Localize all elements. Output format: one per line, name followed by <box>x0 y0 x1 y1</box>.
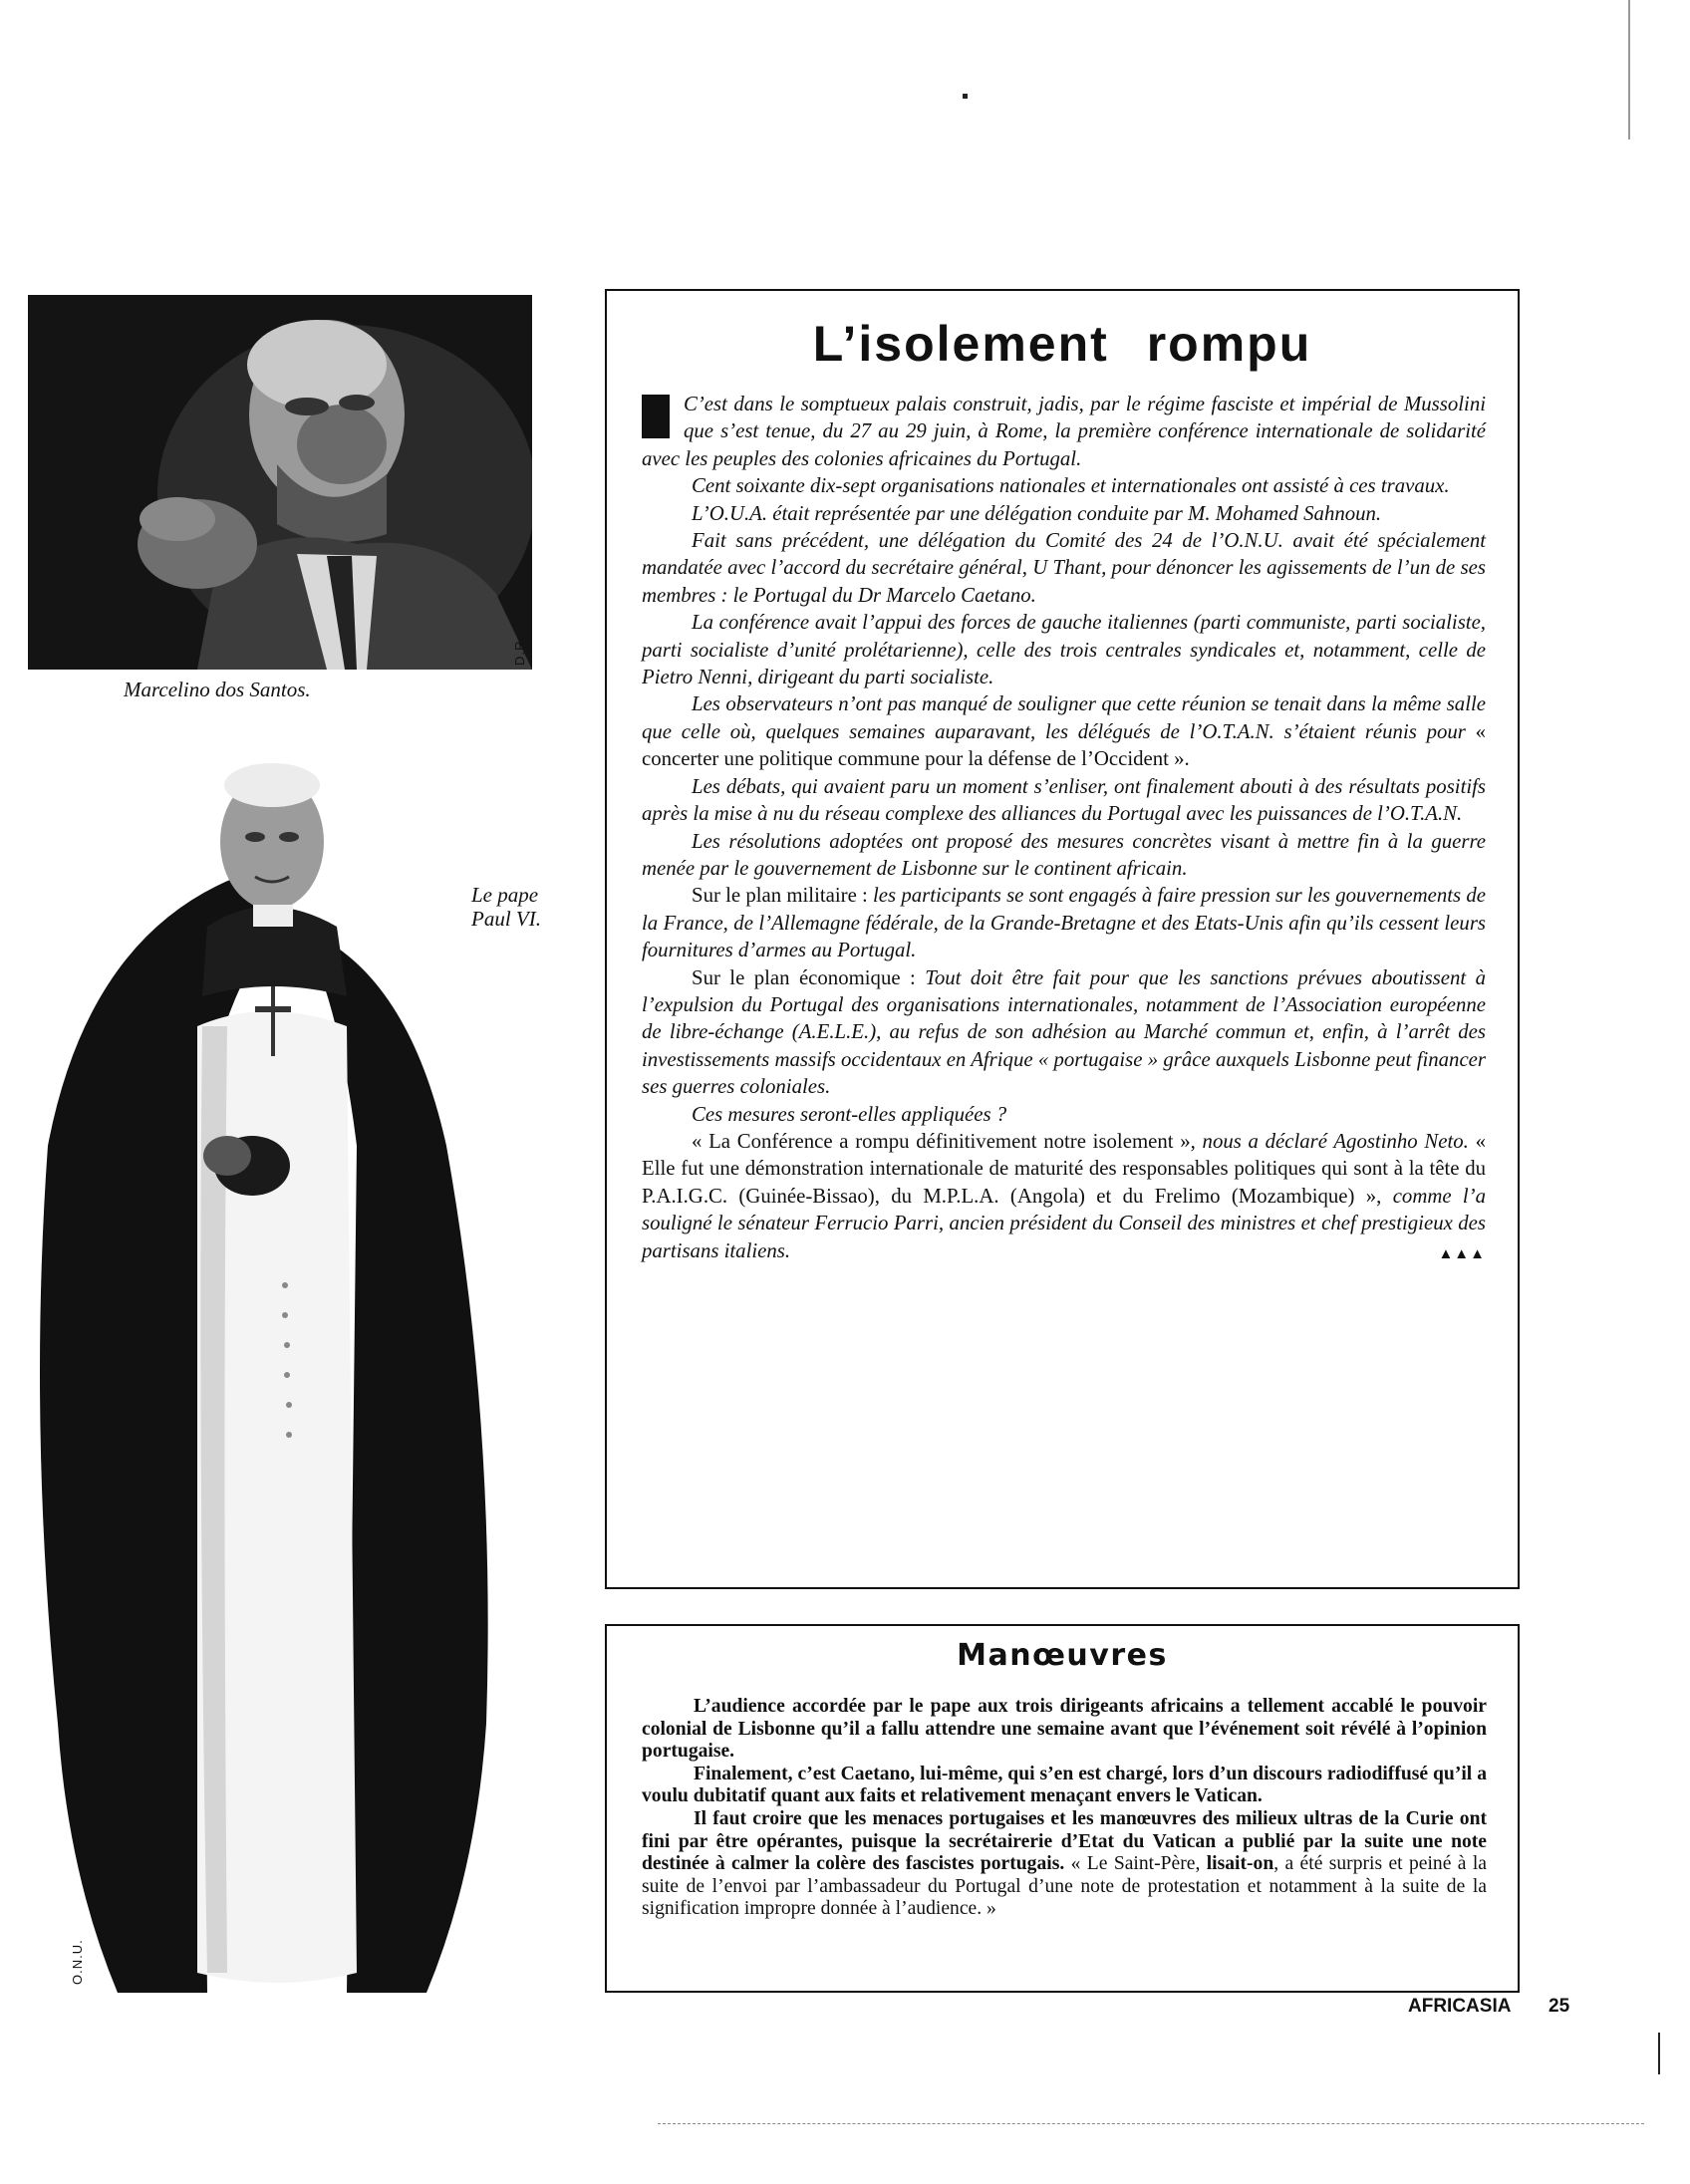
article-paragraph <box>642 1101 1486 1128</box>
sidebar-paragraph <box>642 1808 1487 1921</box>
article-paragraph <box>642 828 1486 883</box>
text-run: « La Conférence a rompu définitivement notre isolement », <box>692 1129 1203 1153</box>
sidebar-paragraph <box>642 1764 1487 1808</box>
text-run: Tout doit être fait pour que les sanctions prévues aboutissent à l’expulsion du Portugal des organisations internationales, notamment de l’Association européenne de libre-échange (A.E.L.E.), au refus de son adhésion au Marché commun et, enfin, à l’arrêt des investissements massifs occidentaux en Afrique « portugaise » grâce auxquels Lisbonne peut financer ses guerres coloniales. <box>642 965 1486 1099</box>
text-run: Fait sans précédent, une délégation du Comité des 24 de l’O.N.U. avait été spécialement mandatée avec l’accord du secrétaire général, U Thant, pour dénoncer les agissements de l’un de ses membres : le Portugal du Dr Marcelo Caetano. <box>642 529 1486 607</box>
text-run: comme l’a souligné le sénateur Ferrucio Parri, ancien président du Conseil des ministres et chef prestigieux des partisans italiens. <box>642 1184 1486 1262</box>
article-paragraph <box>642 609 1486 690</box>
end-mark-icon: ▲▲▲ <box>1438 1245 1486 1262</box>
text-run: La conférence avait l’appui des forces de gauche italiennes (parti communiste, parti socialiste, parti socialiste d’unité prolétarienne), celle des trois centrales syndicales et, notamment, celle de Pietro Nenni, dirigeant du parti socialiste. <box>642 611 1486 689</box>
sidebar-body <box>642 1696 1487 1921</box>
article-paragraph <box>642 472 1486 499</box>
photo-pope-paul-vi <box>28 727 504 2003</box>
text-run: Ces mesures seront-elles appliquées ? <box>692 1102 1007 1126</box>
footer-magazine-name: AFRICASIA <box>1408 1996 1512 2017</box>
article-paragraph <box>642 690 1486 772</box>
article-body <box>642 391 1486 1268</box>
text-run: « Le Saint-Père, <box>1070 1853 1207 1875</box>
article-paragraph <box>642 391 1486 472</box>
photo-marcelino-dos-santos <box>28 295 532 670</box>
sidebar-box <box>605 1624 1520 1993</box>
scan-speck <box>963 94 968 99</box>
text-run: Sur le plan économique : <box>692 965 926 989</box>
sidebar-title: Manœuvres <box>957 1638 1168 1673</box>
text-run: « concerter une politique commune pour la défense de l’Occident ». <box>642 719 1486 771</box>
drop-square-icon <box>642 395 670 438</box>
article-title: L’isolement rompu <box>812 316 1312 372</box>
scan-edge-mark <box>1628 0 1630 139</box>
article-paragraph <box>642 882 1486 963</box>
text-run: Finalement, c’est Caetano, lui-même, qui s’en est chargé, lors d’un discours radiodiffusé qu’il a voulu dubitatif quant aux faits et relativement menaçant envers le Vatican. <box>642 1763 1487 1807</box>
text-run: les participants se sont engagés à faire pression sur les gouvernements de la France, de l’Allemagne fédérale, de la Grande-Bretagne et des Etats-Unis afin qu’ils cessent leurs fournitures d’armes au Portugal. <box>642 884 1486 962</box>
text-run: Il faut croire que les menaces portugaises et les manœuvres des milieux ultras de la Curie ont fini par être opérantes, puisque la secrétairerie d’Etat du Vatican a publié par la suite une note destinée à calmer la colère des fascistes portugais. <box>642 1807 1487 1875</box>
article-paragraph <box>642 527 1486 609</box>
text-run: C’est dans le somptueux palais construit, jadis, par le régime fasciste et impérial de Mussolini que s’est tenue, du 27 au 29 juin, à Rome, la première conférence internationale de solidarité avec les peuples des colonies africaines du Portugal. <box>642 393 1486 470</box>
photo-credit-dr: D.R. <box>512 636 527 666</box>
text-run: Les résolutions adoptées ont proposé des mesures concrètes visant à mettre fin à la guerre menée par le gouvernement de Lisbonne sur le continent africain. <box>642 829 1486 880</box>
text-run: , a été surpris et peiné à la suite de l’envoi par l’ambassadeur du Portugal d’une note de protestation et notamment à la suite de la signification impropre donnée à l’audience. » <box>642 1853 1487 1920</box>
text-run: Sur le plan militaire : <box>692 884 874 908</box>
footer-page-number: 25 <box>1549 1996 1570 2017</box>
text-run: nous a déclaré Agostinho Neto. <box>1202 1129 1476 1153</box>
text-run: L’O.U.A. était représentée par une délégation conduite par M. Mohamed Sahnoun. <box>692 501 1382 525</box>
article-box <box>605 289 1520 1589</box>
photo-credit-onu: O.N.U. <box>70 1939 85 1985</box>
text-run: « Elle fut une démonstration internationale de maturité des responsables politiques qui sont à la tête du P.A.I.G.C. (Guinée-Bissao), du M.P.L.A. (Angola) et du Frelimo (Mozambique) », <box>642 1129 1486 1208</box>
article-paragraph <box>642 1128 1486 1264</box>
text-run: Les débats, qui avaient paru un moment s’enliser, ont finalement abouti à des résultats positifs après la mise à nu du réseau complexe des alliances du Portugal avec les puissances de l’O.T.A.N. <box>642 774 1486 826</box>
text-run: Les observateurs n’ont pas manqué de souligner que cette réunion se tenait dans la même salle que celle où, quelques semaines auparavant, les délégués de l’O.T.A.N. s’étaient réunis pour <box>642 692 1486 743</box>
sidebar-paragraph <box>642 1696 1487 1764</box>
photo-caption-pope-line1: Le pape <box>471 883 539 907</box>
article-paragraph <box>642 773 1486 828</box>
article-paragraph <box>642 964 1486 1101</box>
text-run: L’audience accordée par le pape aux trois dirigeants africains a tellement accablé le pouvoir colonial de Lisbonne qu’il a fallu attendre une semaine avant que l’événement soit révélé à l’opinion portugaise. <box>642 1696 1487 1763</box>
article-paragraph <box>642 500 1486 527</box>
text-run: Cent soixante dix-sept organisations nationales et internationales ont assisté à ces travaux. <box>692 474 1450 498</box>
photo-caption-pope-line2: Paul VI. <box>471 907 541 931</box>
scan-bottom-line <box>658 2123 1644 2124</box>
text-run: lisait-on <box>1206 1853 1274 1875</box>
scan-corner-mark <box>1658 2033 1660 2074</box>
photo-caption-marcelino: Marcelino dos Santos. <box>124 678 311 701</box>
